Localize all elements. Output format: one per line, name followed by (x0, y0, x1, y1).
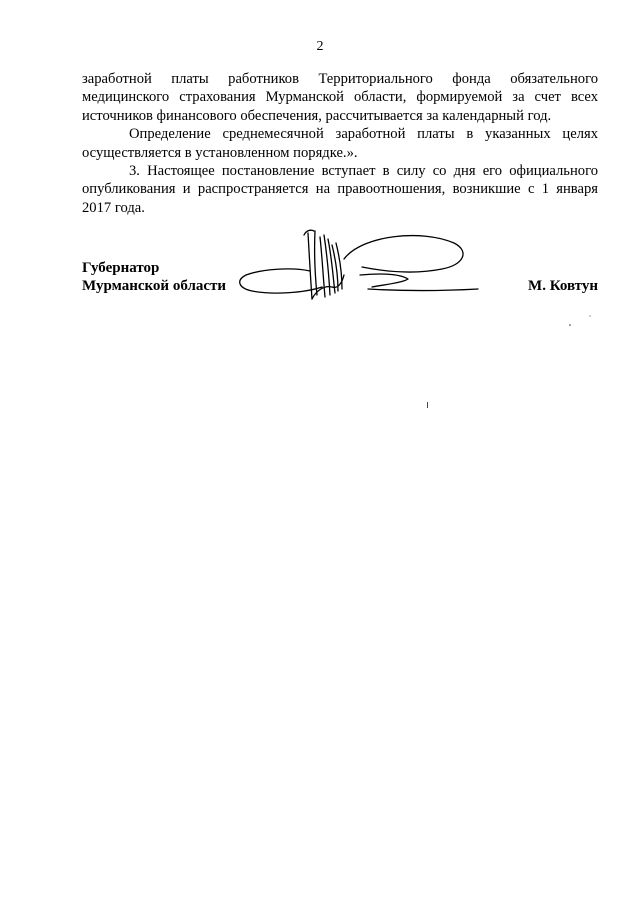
signatory-title-line2: Мурманской области (82, 278, 227, 294)
signatory-title-line1: Губернатор (82, 260, 160, 276)
paragraph-effective-date: 3. Настоящее постановление вступает в силу со дня его официального опубликования и распространяется на правоотношения, возникшие с 1 января 2017 года. (82, 163, 598, 216)
signature-block (82, 259, 598, 295)
signatory-name: М. Ковтун (528, 278, 598, 294)
document-body (82, 70, 598, 217)
paragraph-salary-determination: Определение среднемесячной заработной платы в указанных целях осуществляется в установленном порядке.». (82, 126, 598, 161)
paragraph-salary-calculation: заработной платы работников Территориального фонда обязательного медицинского страхования Мурманской области, формируемой за счет всех источников финансового обеспечения, рассчитывается за календарный год. (82, 71, 598, 124)
page-number: 2 (316, 39, 324, 54)
